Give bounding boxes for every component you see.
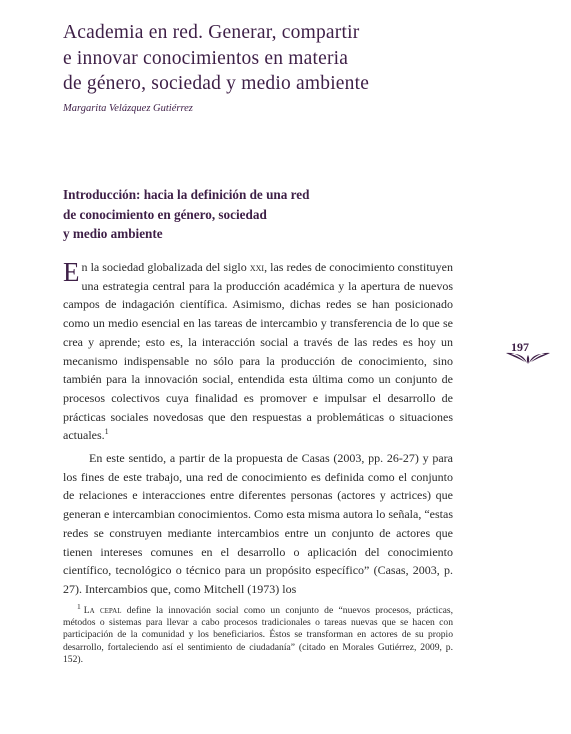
author-name: Margarita Velázquez Gutiérrez bbox=[63, 103, 193, 114]
chapter-title-line-1: Academia en red. Generar, compartir bbox=[63, 22, 360, 43]
footnote-text: define la innovación social como un conjunto de “nuevos procesos, prácticas, métodos o sistemas para llevar a cabo procesos tradicionales o tareas nuevas que se hacen con participación de la comunidad y los beneficiarios. Éstos se transforman en actores de su propio desarrollo, fortaleciendo así el sentimiento de ciudadanía” (citado en Morales Gutiérrez, 2009, p. 152). bbox=[63, 605, 453, 665]
paragraph-1-text-start: n la sociedad globalizada del siglo bbox=[81, 260, 250, 274]
chapter-title-line-3: de género, sociedad y medio ambiente bbox=[63, 73, 370, 94]
footnote-number: 1 bbox=[77, 601, 81, 611]
footnote-small-caps: La cepal bbox=[83, 605, 122, 616]
section-heading-line-3: y medio ambiente bbox=[63, 226, 163, 241]
body-text bbox=[63, 258, 453, 599]
section-heading bbox=[63, 185, 309, 244]
page-number: 197 bbox=[511, 340, 529, 354]
section-heading-line-1: Introducción: hacia la definición de una red bbox=[63, 187, 310, 202]
paragraph-1 bbox=[63, 258, 453, 445]
chapter-title bbox=[63, 20, 423, 97]
leaf-flourish-icon bbox=[505, 349, 551, 365]
section-heading-line-2: de conocimiento en género, sociedad bbox=[63, 206, 267, 222]
drop-cap: E bbox=[63, 257, 80, 287]
chapter-title-line-2: e innovar conocimientos en materia bbox=[63, 47, 349, 69]
footnote-reference[interactable]: 1 bbox=[104, 427, 109, 437]
century-small-caps: xxi bbox=[249, 260, 265, 274]
paragraph-2: En este sentido, a partir de la propuesta de Casas (2003, pp. 26-27) y para los fines de este trabajo, una red de conocimiento es definida como el conjunto de relaciones e interacciones entre diferentes personas (actores y actrices) que generan e intercambian conocimientos. Como esta misma autora lo señala, “estas redes se construyen mediante intercambios entre un conjunto de actores que tienen intereses comunes en el desarrollo o aplicación del conocimiento científico, tecnológico o técnico para un propósito específico” (Casas, 2003, p. 27). Intercambios que, como Mitchell (1973) los bbox=[63, 451, 453, 596]
footnote-1 bbox=[63, 601, 453, 666]
paragraph-1-text-rest: , las redes de conocimiento constituyen una estrategia central para la producción académica y la apertura de nuevos campos de indagación científica. Asimismo, dichas redes se han posicionado como un medio esencial en las tareas de intercambio y transferencia de lo que se crea y aprende; esto es, la interacción social a través de las redes es hoy un mecanismo indispensable no sólo para la producción de conocimiento, sino también para la innovación social, entendida esta última como un conjunto de procesos colectivos cuya finalidad es promover e impulsar el desarrollo de prácticas sociales novedosas que den respuestas a problemáticas o situaciones actuales. bbox=[63, 260, 453, 443]
